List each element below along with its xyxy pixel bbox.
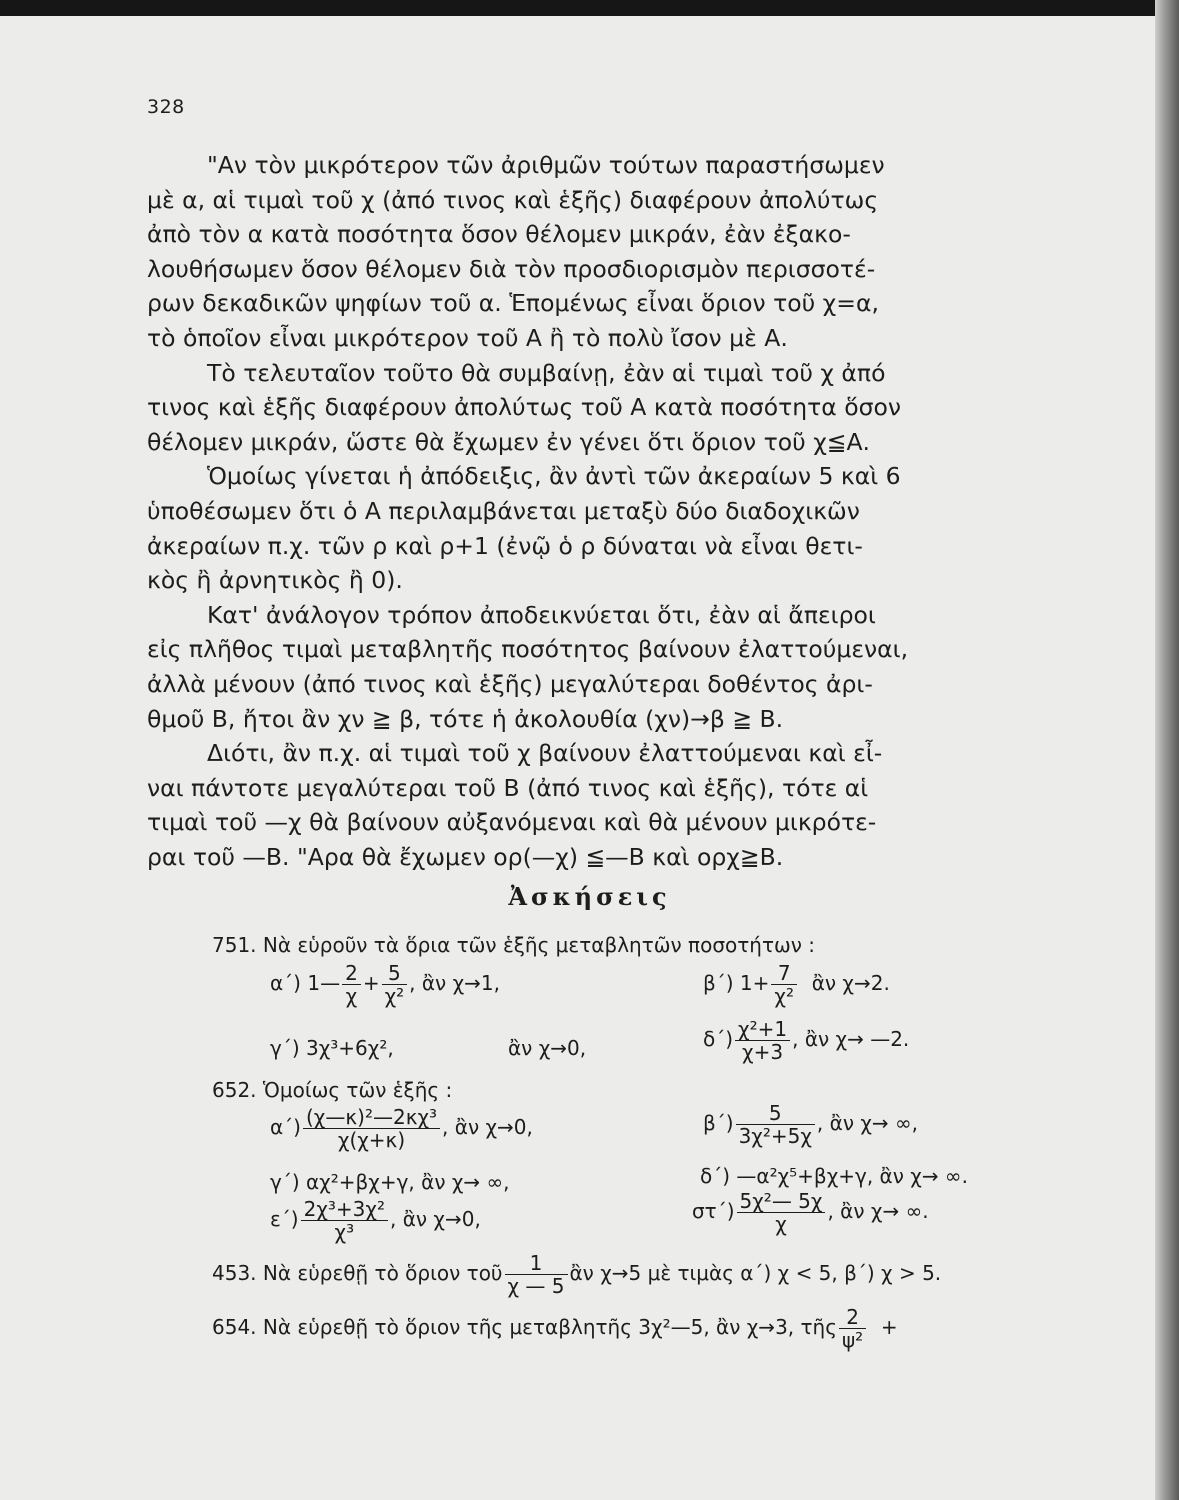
exercise-654: 654. Νὰ εὑρεθῇ τὸ ὅριον τῆς μεταβλητῆς 3χ²—5, ἂν χ→3, τῆς $\frac{2}{\text{ψ²}}$ + [212,1305,898,1352]
exercise-453: 453. Νὰ εὑρεθῇ τὸ ὅριον τοῦ $\frac{1}{\chi — 5}$ ἂν χ→5 μὲ τιμὰς α΄) χ < 5, β΄) χ > 5. [212,1251,942,1298]
body-line: ἀκεραίων π.χ. τῶν ρ καὶ ρ+1 (ἐνῷ ὁ ρ δύναται νὰ εἶναι θετι- [147,531,863,560]
exercise-652-f: στ΄) $\frac{\text{5χ²— 5χ}}{\chi}$ , ἂν χ→ ∞. [692,1189,929,1236]
exercise-751-heading: 751. Νὰ εὑροῦν τὰ ὅρια τῶν ἑξῆς μεταβλητῶν ποσοτήτων : [212,933,815,957]
exercise-751-b: β΄) 1+ $\frac{7}{\text{χ²}}$ ἂν χ→2. [703,961,890,1008]
body-line: ὑποθέσωμεν ὅτι ὁ Α περιλαμβάνεται μεταξὺ δύο διαδοχικῶν [147,496,860,525]
fraction: $\frac{2}{\chi}$ [342,962,361,1007]
fraction: $\frac{7}{\text{χ²}}$ [771,962,797,1007]
fraction: $\frac{\text{(χ—κ)²—2κχ³}}{\chi(\chi+\kappa)}$ [303,1106,440,1151]
exercise-652-d: δ΄) —α²χ⁵+βχ+γ, ἂν χ→ ∞. [700,1164,968,1188]
body-line: τὸ ὁποῖον εἶναι μικρότερον τοῦ Α ἢ τὸ πολὺ ἴσον μὲ Α. [147,323,788,352]
body-line: ραι τοῦ —Β. "Αρα θὰ ἔχωμεν ορ(—χ) ≦—Β καὶ ορχ≧Β. [147,842,784,871]
body-text [147,148,1042,874]
body-line: Τὸ τελευταῖον τοῦτο θὰ συμβαίνῃ, ἐὰν αἱ τιμαὶ τοῦ χ ἀπό [207,358,886,387]
exercise-751-c: γ΄) 3χ³+6χ², [270,1036,394,1060]
body-line: εἰς πλῆθος τιμαὶ μεταβλητῆς ποσότητος βαίνουν ἐλαττούμεναι, [147,635,909,664]
body-line: λουθήσωμεν ὅσον θέλομεν διὰ τὸν προσδιορισμὸν περισσοτέ- [147,254,876,283]
body-line: τινος καὶ ἑξῆς διαφέρουν ἀπολύτως τοῦ Α κατὰ ποσότητα ὅσον [147,393,902,422]
scan-right-edge [1155,0,1179,1500]
exercise-652-e: ε΄) $\frac{\text{2χ³+3χ²}}{\text{χ³}}$ , ἂν χ→0, [270,1197,481,1244]
exercise-652-c: γ΄) αχ²+βχ+γ, ἂν χ→ ∞, [270,1170,510,1194]
body-line: ναι πάντοτε μεγαλύτεραι τοῦ Β (ἀπό τινος καὶ ἑξῆς), τότε αἱ [147,773,869,802]
body-line: κὸς ἢ ἀρνητικὸς ἢ 0). [147,566,403,595]
exercise-652-heading: 652. Ὁμοίως τῶν ἑξῆς : [212,1078,453,1102]
exercise-751-c-cond: ἂν χ→0, [508,1036,587,1060]
body-line: "Αν τὸν μικρότερον τῶν ἀριθμῶν τούτων παραστήσωμεν [207,151,885,179]
body-line: ρων δεκαδικῶν ψηφίων τοῦ α. Ἑπομένως εἶναι ὅριον τοῦ χ=α, [147,289,879,318]
fraction: $\frac{\text{χ²+1}}{\chi+3}$ [735,1018,790,1063]
fraction: $\frac{2}{\text{ψ²}}$ [839,1306,866,1351]
body-line: θέλομεν μικράν, ὥστε θὰ ἔχωμεν ἐν γένει ὅτι ὅριον τοῦ χ≦Α. [147,427,871,456]
body-line: Ὁμοίως γίνεται ἡ ἀπόδειξις, ἂν ἀντὶ τῶν ἀκεραίων 5 καὶ 6 [207,462,901,491]
section-title: Ἀσκήσεις [508,882,671,911]
exercise-652-a: α΄) $\frac{\text{(χ—κ)²—2κχ³}}{\chi(\chi+\kappa)}$ , ἂν χ→0, [270,1105,533,1152]
body-line: ἀλλὰ μένουν (ἀπό τινος καὶ ἑξῆς) μεγαλύτεραι δοθέντος ἀρι- [147,669,873,698]
body-line: μὲ α, αἱ τιμαὶ τοῦ χ (ἀπό τινος καὶ ἑξῆς) διαφέρουν ἀπολύτως [147,185,879,214]
fraction: $\frac{\text{5χ²— 5χ}}{\chi}$ [737,1190,826,1235]
exercise-652-b: β΄) $\frac{5}{\text{3χ²+5χ}}$ , ἂν χ→ ∞, [703,1101,919,1148]
exercise-751-a: α΄) 1— $\frac{2}{\chi}$ + $\frac{5}{\text{χ²}}$ , ἂν χ→1, [270,961,500,1008]
exercise-label: α΄) 1— [270,971,341,995]
fraction: $\frac{\text{2χ³+3χ²}}{\text{χ³}}$ [301,1198,388,1243]
fraction: $\frac{1}{\chi — 5}$ [505,1252,568,1297]
page-number: 328 [147,96,185,118]
body-line: ἀπὸ τὸν α κατὰ ποσότητα ὅσον θέλομεν μικράν, ἐὰν ἐξακο- [147,220,851,249]
exercise-751-d: δ΄) $\frac{\text{χ²+1}}{\chi+3}$ , ἂν χ→ —2. [703,1017,910,1064]
body-line: τιμαὶ τοῦ —χ θὰ βαίνουν αὐξανόμεναι καὶ θὰ μένουν μικρότε- [147,808,877,837]
fraction: $\frac{5}{\text{3χ²+5χ}}$ [736,1102,815,1147]
fraction: $\frac{5}{\text{χ²}}$ [382,962,408,1007]
body-line: Διότι, ἂν π.χ. αἱ τιμαὶ τοῦ χ βαίνουν ἐλαττούμεναι καὶ εἶ- [207,739,883,768]
scan-top-border [0,0,1179,16]
body-line: θμοῦ Β, ἤτοι ἂν χν ≧ β, τότε ἡ ἀκολουθία (χν)→β ≧ Β. [147,704,784,733]
body-line: Κατ' ἀνάλογον τρόπον ἀποδεικνύεται ὅτι, ἐὰν αἱ ἄπειροι [207,600,876,629]
